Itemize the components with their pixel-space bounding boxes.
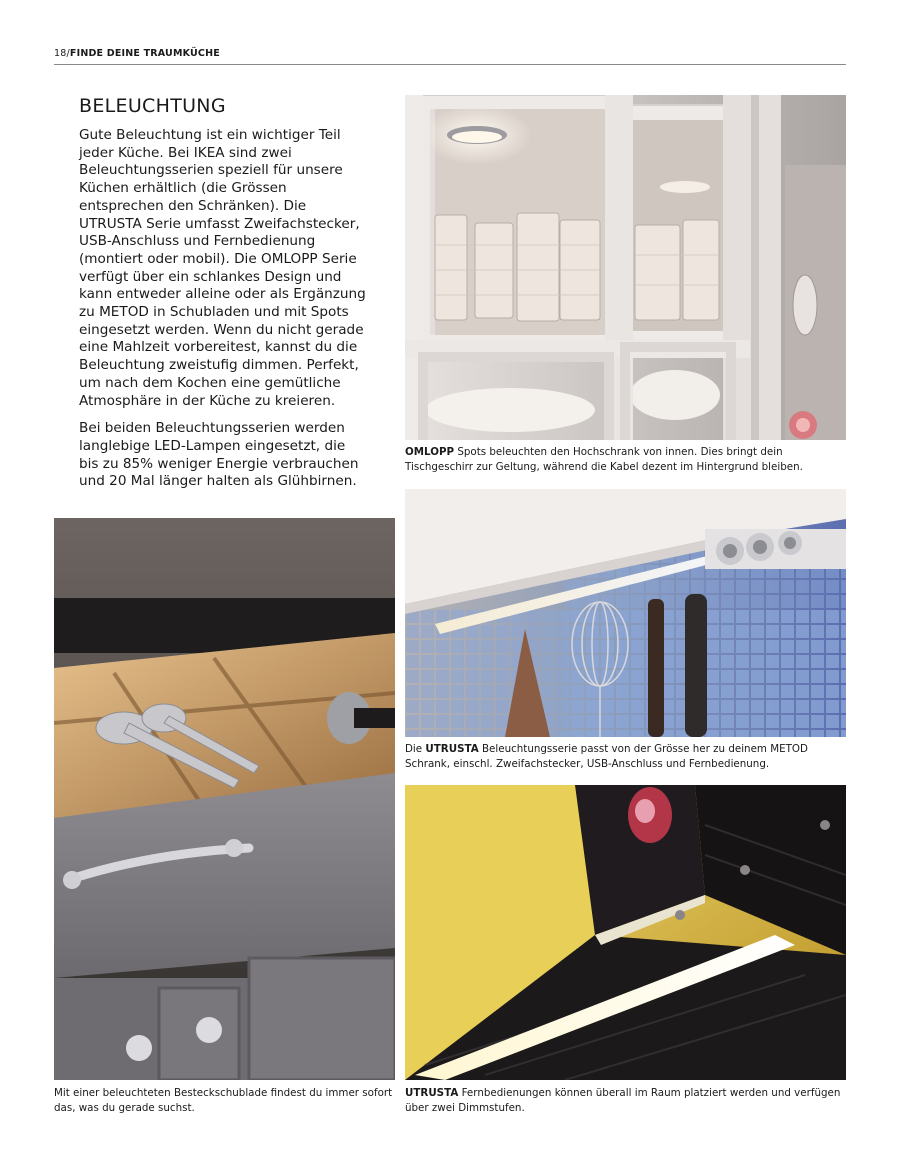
- remote-caption-product: UTRUSTA: [405, 1087, 459, 1099]
- intro-block: [79, 95, 369, 501]
- section-title: FINDE DEINE TRAUMKÜCHE: [69, 48, 220, 59]
- page-header: [54, 48, 846, 65]
- backsplash-caption: [405, 742, 846, 772]
- remote-caption: [405, 1086, 846, 1116]
- drawer-photo: [54, 518, 395, 1080]
- intro-paragraph-1: Gute Beleuchtung ist ein wichtiger Teil jeder Küche. Bei IKEA sind zwei Beleuchtungsserien speziell für unsere Küchen erhältlich (die Grössen entsprechen den Schränken). Die UTRUSTA Serie umfasst Zweifachstecker, USB-Anschluss und Fernbedienung (montiert oder mobil). Die OMLOPP Serie verfügt über ein schlankes Design und kann entweder alleine oder als Ergänzung zu METOD in Schubladen und mit Spots eingesetzt werden. Wenn du nicht gerade eine Mahlzeit vorbereitest, kannst du die Beleuchtung zweistufig dimmen. Perfekt, um nach dem Kochen eine gemütliche Atmosphäre in der Küche zu kreieren.: [79, 127, 366, 409]
- cabinet-caption: [405, 445, 846, 475]
- backsplash-caption-text: Beleuchtungsserie passt von der Grösse her zu deinem METOD Schrank, einschl. Zweifachstecker, USB-Anschluss und Fernbedienung.: [405, 743, 808, 770]
- cabinet-photo: [405, 95, 846, 440]
- page-heading: BELEUCHTUNG: [79, 95, 226, 117]
- drawer-caption: [54, 1086, 399, 1116]
- drawer-caption-text: Mit einer beleuchteten Besteckschublade findest du immer sofort das, was du gerade suchst.: [54, 1087, 393, 1114]
- backsplash-caption-prefix: Die: [405, 743, 426, 755]
- remote-photo: [405, 785, 846, 1080]
- page-number: 18/: [54, 48, 70, 59]
- cabinet-caption-product: OMLOPP: [405, 446, 455, 458]
- remote-caption-text: Fernbedienungen können überall im Raum platziert werden und verfügen über zwei Dimmstufen.: [405, 1087, 841, 1114]
- intro-paragraph-2: Bei beiden Beleuchtungsserien werden langlebige LED-Lampen eingesetzt, die bis zu 85% weniger Energie verbrauchen und 20 Mal länger halten als Glühbirnen.: [79, 420, 359, 490]
- backsplash-photo: [405, 489, 846, 737]
- cabinet-caption-text: Spots beleuchten den Hochschrank von innen. Dies bringt dein Tischgeschirr zur Geltung, während die Kabel dezent im Hintergrund bleiben.: [405, 446, 803, 473]
- backsplash-caption-product: UTRUSTA: [425, 743, 479, 755]
